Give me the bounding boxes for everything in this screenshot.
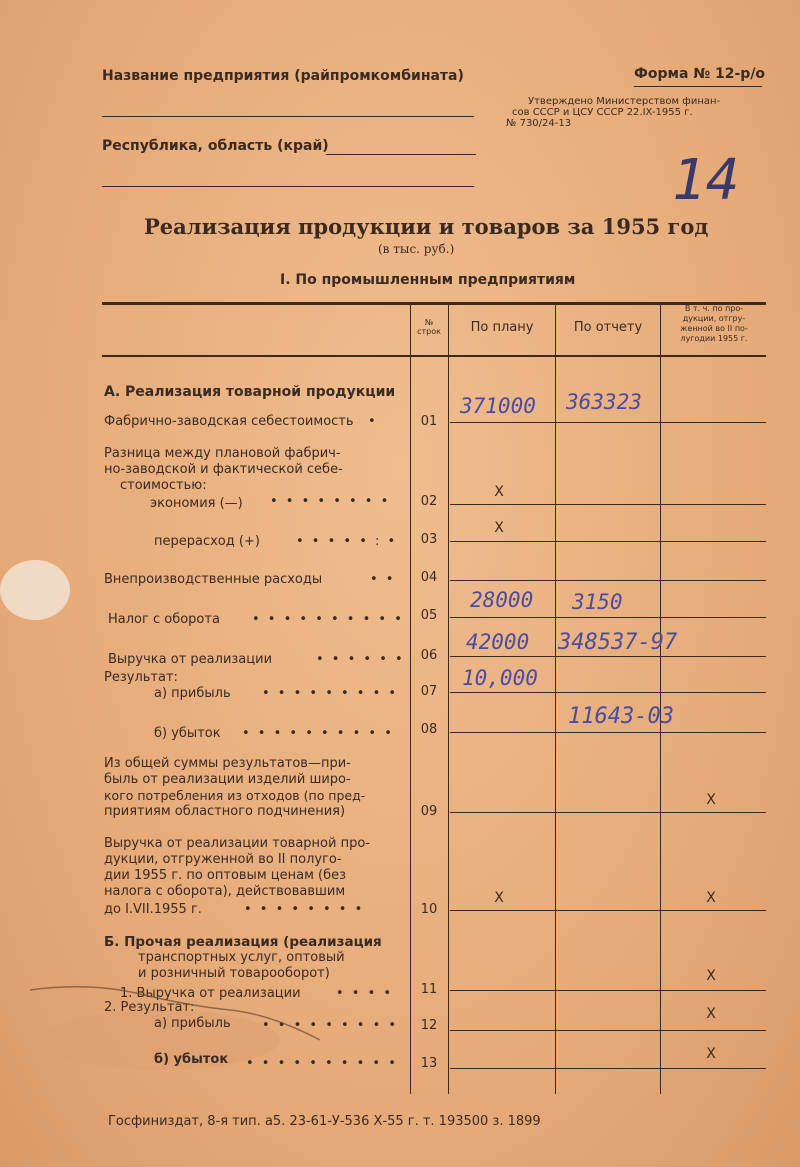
report-column-header: По отчету xyxy=(573,320,643,335)
row-04-code: 04 xyxy=(420,570,438,585)
row-09-line-2: быль от реализации изделий широ- xyxy=(104,772,351,787)
cell-line xyxy=(450,692,766,693)
row-10-code: 10 xyxy=(420,902,438,917)
cell-line xyxy=(450,812,766,813)
row-05-dots: • • • • • • • • • • xyxy=(252,612,404,627)
cell-line xyxy=(450,422,766,423)
row-10-line-5: до I.VII.1955 г. xyxy=(104,902,202,917)
row-02-intro-3: стоимостью: xyxy=(120,478,207,493)
region-line-2 xyxy=(102,186,474,187)
row-08-label: б) убыток xyxy=(154,726,221,741)
row-13-shipped: X xyxy=(706,1046,716,1062)
cell-line xyxy=(450,504,766,505)
handwritten-page-number: 14 xyxy=(672,148,740,213)
approval-line-3: № 730/24-13 xyxy=(506,118,572,129)
row-02-plan: X xyxy=(494,484,504,500)
row-05-code: 05 xyxy=(420,608,438,623)
row-08-code: 08 xyxy=(420,722,438,737)
row-05-label: Налог с оборота xyxy=(108,612,220,627)
row-06-code: 06 xyxy=(420,648,438,663)
row-08-dots: • • • • • • • • • • xyxy=(242,726,394,741)
row-13-code: 13 xyxy=(420,1056,438,1071)
cell-line xyxy=(450,541,766,542)
row-01-label: Фабрично-заводская себестоимость xyxy=(104,414,354,429)
shipped-column-header-2: дукции, отгру- xyxy=(682,314,746,323)
cell-line xyxy=(450,1030,766,1031)
paper-tear xyxy=(30,980,330,1060)
row-01-report: 363323 xyxy=(566,390,642,414)
row-07-dots: • • • • • • • • • xyxy=(262,686,399,701)
row-12-code: 12 xyxy=(420,1018,438,1033)
region-label: Республика, область (край) xyxy=(102,138,329,154)
cell-line xyxy=(450,990,766,991)
row-09-shipped: X xyxy=(706,792,716,808)
row-13-dots: • • • • • • • • • • xyxy=(246,1056,398,1071)
row-11-label: 1. Выручка от реализации xyxy=(120,986,301,1001)
document-subtitle: (в тыс. руб.) xyxy=(378,242,455,256)
row-04-label: Внепроизводственные расходы xyxy=(104,572,323,587)
row-11-dots: • • • • xyxy=(336,986,394,1001)
section-b-line-3: и розничный товарооборот) xyxy=(138,966,330,981)
form-number: Форма № 12-р/о xyxy=(634,66,766,82)
row-10-line-2: дукции, отгруженной во II полуго- xyxy=(104,852,342,867)
cell-line xyxy=(450,1068,766,1069)
row-07-label: а) прибыль xyxy=(154,686,231,701)
row-07-code: 07 xyxy=(420,684,438,699)
row-10-shipped: X xyxy=(706,890,716,906)
section-b-line-1: Б. Прочая реализация (реализация xyxy=(104,934,382,950)
row-10-line-3: дии 1955 г. по оптовым ценам (без xyxy=(104,868,347,883)
row-03-code: 03 xyxy=(420,532,438,547)
row-10-plan: X xyxy=(494,890,504,906)
col-divider-report xyxy=(555,302,556,1094)
enterprise-line xyxy=(102,116,474,117)
row-03-plan: X xyxy=(494,520,504,536)
row-12-shipped: X xyxy=(706,1006,716,1022)
row-07-plan: 10,000 xyxy=(462,666,538,690)
cell-line xyxy=(450,617,766,618)
row-09-line-3: кого потребления из отходов (по пред- xyxy=(104,788,366,803)
row-05-plan: 28000 xyxy=(470,588,534,612)
enterprise-label: Название предприятия (райпромкомбината) xyxy=(102,68,464,84)
shipped-column-header-1: В т. ч. по про- xyxy=(684,304,744,313)
row-13-label: б) убыток xyxy=(154,1052,229,1067)
row-12-dots: • • • • • • • • • xyxy=(262,1018,399,1033)
row-03-dots: • • • • • : • xyxy=(296,534,398,549)
approval-line-1: Утверждено Министерством финан- xyxy=(528,96,721,107)
region-line xyxy=(326,154,476,155)
printer-footer: Госфиниздат, 8-я тип. а5. 23-61-У-536 Х-55 г. т. 193500 з. 1899 xyxy=(108,1114,541,1129)
table-header-border xyxy=(102,355,766,357)
plan-column-header: По плану xyxy=(470,320,534,335)
section-title: I. По промышленным предприятиям xyxy=(280,272,576,288)
shipped-column-header-3: женной во II по- xyxy=(680,324,748,333)
row-11-shipped: X xyxy=(706,968,716,984)
row-11-code: 11 xyxy=(420,982,438,997)
row-01-plan: 371000 xyxy=(460,394,536,418)
row-09-code: 09 xyxy=(420,804,438,819)
cell-line xyxy=(450,732,766,733)
row-01-dots: • xyxy=(368,414,376,429)
col-divider-shipped xyxy=(660,302,661,1094)
row-02-label: экономия (—) xyxy=(150,496,243,511)
cell-line xyxy=(450,910,766,911)
row-12-label: а) прибыль xyxy=(154,1016,231,1031)
row-09-line-4: приятиям областного подчинения) xyxy=(104,804,346,819)
form-number-underline xyxy=(634,86,762,87)
row-02-code: 02 xyxy=(420,494,438,509)
row-06-plan: 42000 xyxy=(466,630,530,654)
cell-line xyxy=(450,656,766,657)
row-06-label: Выручка от реализации xyxy=(108,652,273,667)
row-08-report: 11643-03 xyxy=(568,704,674,729)
cell-line xyxy=(450,580,766,581)
result-2-label: 2. Результат: xyxy=(104,1000,195,1015)
code-column-header: № строк xyxy=(417,318,441,336)
row-01-code: 01 xyxy=(420,414,438,429)
row-06-dots: • • • • • • xyxy=(316,652,405,667)
approval-line-2: сов СССР и ЦСУ СССР 22.IX-1955 г. xyxy=(512,107,693,118)
row-05-report: 3150 xyxy=(572,590,623,614)
row-02-intro-1: Разница между плановой фабрич- xyxy=(104,446,341,461)
shipped-column-header-4: лугодии 1955 г. xyxy=(680,334,748,343)
col-divider-plan xyxy=(448,302,449,1094)
row-10-dots: • • • • • • • • xyxy=(244,902,365,917)
document-title: Реализация продукции и товаров за 1955 год xyxy=(144,214,709,239)
paper-stain xyxy=(0,560,70,620)
row-03-label: перерасход (+) xyxy=(154,534,260,549)
row-02-dots: • • • • • • • • xyxy=(270,494,391,509)
result-label: Результат: xyxy=(104,670,178,685)
row-02-intro-2: но-заводской и фактической себе- xyxy=(104,462,343,477)
row-10-line-1: Выручка от реализации товарной про- xyxy=(104,836,370,851)
row-04-dots: • • xyxy=(370,572,396,587)
row-06-report: 348537-97 xyxy=(558,630,678,655)
row-10-line-4: налога с оборота), действовавшим xyxy=(104,884,346,899)
row-09-line-1: Из общей суммы результатов—при- xyxy=(104,756,351,771)
section-a-heading: А. Реализация товарной продукции xyxy=(104,384,396,400)
section-b-line-2: транспортных услуг, оптовый xyxy=(138,950,345,965)
